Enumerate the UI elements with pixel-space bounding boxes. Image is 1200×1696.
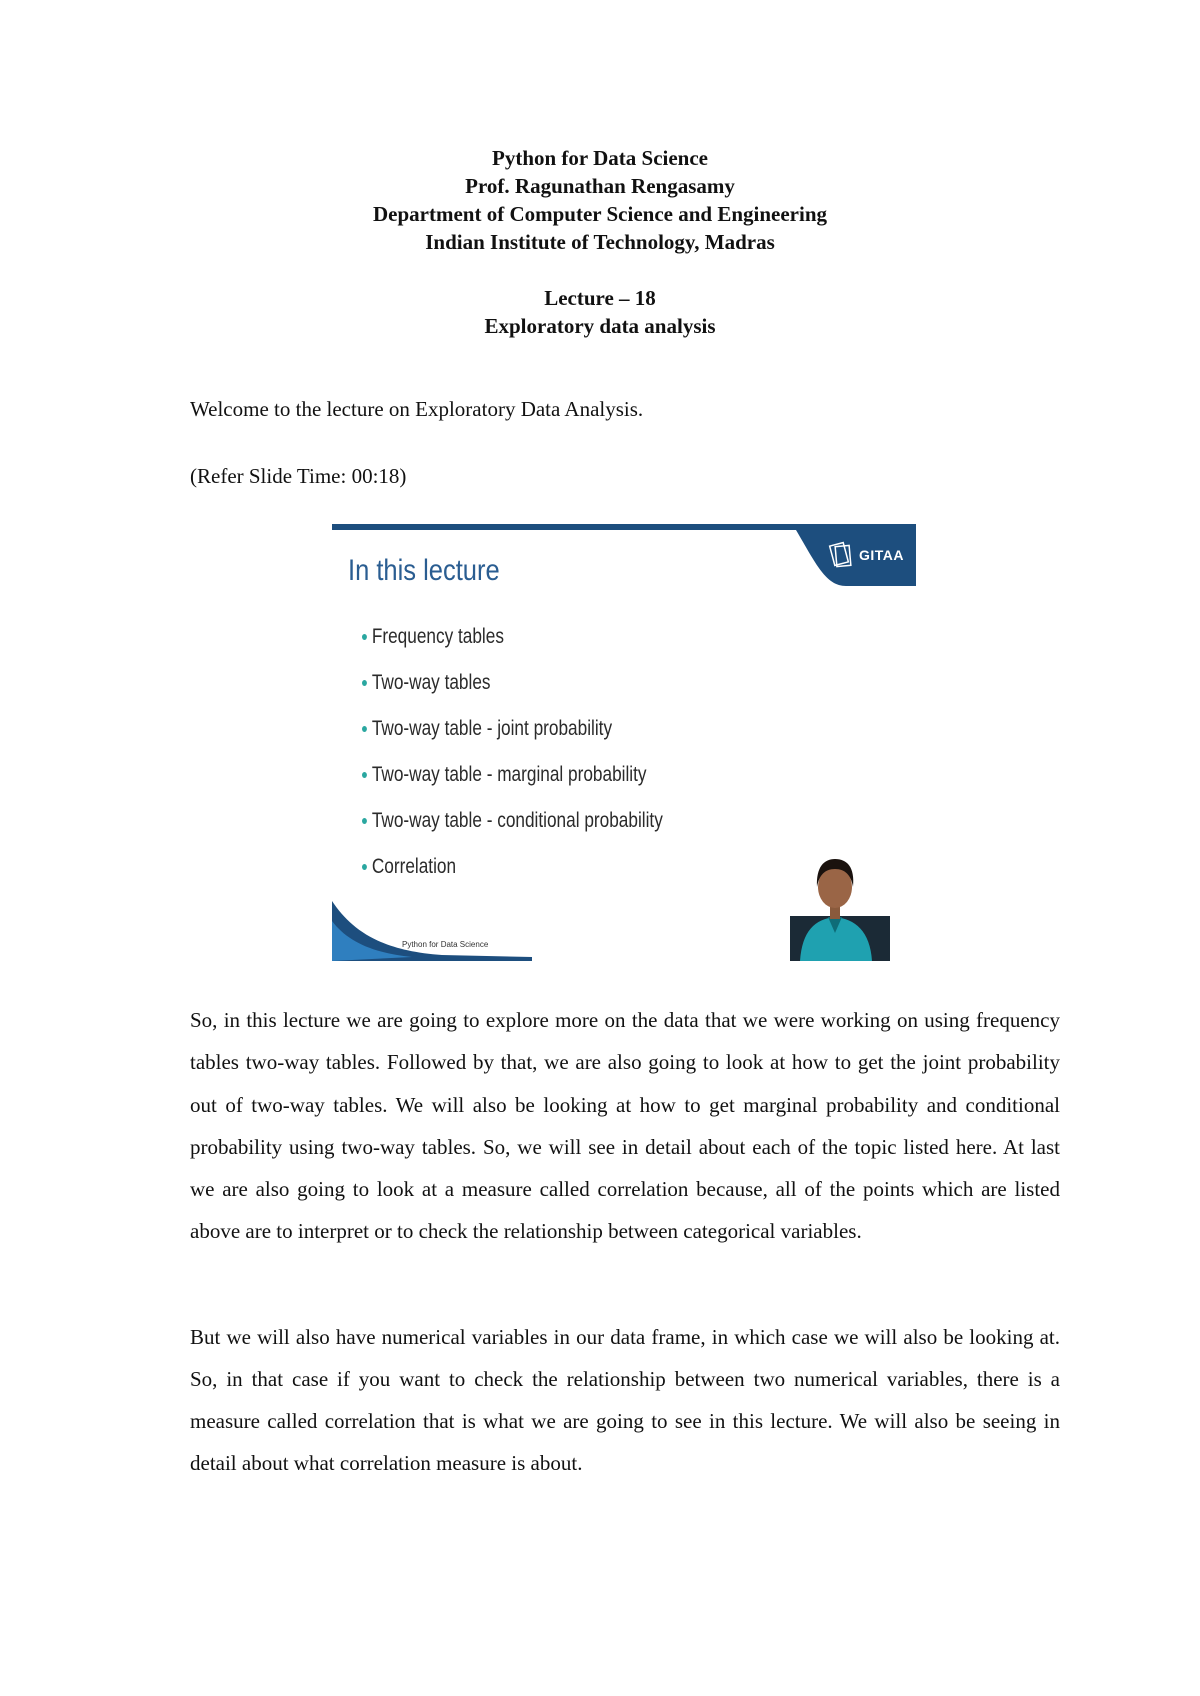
- bullet-icon: [362, 772, 367, 778]
- bullet-icon: [362, 634, 367, 640]
- lecture-title: Exploratory data analysis: [484, 314, 716, 338]
- course-title: Python for Data Science: [492, 146, 708, 170]
- slide-bottom-wave-shape: [332, 891, 532, 961]
- lecture-slide-image: [332, 524, 916, 961]
- bullet-icon: [362, 818, 367, 824]
- slide-topic-list: [362, 624, 729, 900]
- list-item: Two-way tables: [362, 670, 663, 716]
- department-name: Department of Computer Science and Engineering: [373, 202, 827, 226]
- lecture-number: Lecture – 18: [544, 286, 656, 310]
- lecture-header: [0, 144, 1200, 340]
- slide-title: In this lecture: [348, 554, 500, 587]
- list-item: Two-way table - joint probability: [362, 716, 663, 762]
- bullet-icon: [362, 864, 367, 870]
- list-item: Correlation: [362, 854, 663, 900]
- body-paragraph: So, in this lecture we are going to explore more on the data that we were working on using frequency tables two-way tables. Followed by that, we are also going to look at how to get the joint probability out of two-way tables. We will also be looking at how to get marginal probability and conditional probability using two-way tables. So, we will see in detail about each of the topic listed here. At last we are also going to look at a measure called correlation because, all of the points which are listed above are to interpret or to check the relationship between categorical variables.: [190, 1008, 1060, 1244]
- bullet-icon: [362, 680, 367, 686]
- slide-footer: Python for Data Science: [402, 940, 489, 949]
- slide-logo-text: GITAA: [858, 547, 904, 563]
- presenter-image: [760, 821, 910, 961]
- slide-time-reference: (Refer Slide Time: 00:18): [190, 464, 407, 488]
- list-item: Two-way table - marginal probability: [362, 762, 663, 808]
- bullet-icon: [362, 726, 367, 732]
- list-item: Frequency tables: [362, 624, 663, 670]
- list-item: Two-way table - conditional probability: [362, 808, 663, 854]
- body-paragraph: But we will also have numerical variables in our data frame, in which case we will also be looking at. So, in that case if you want to check the relationship between two numerical variables, there is a measure called correlation that is what we are going to see in this lecture. We will also be seeing in detail about what correlation measure is about.: [190, 1325, 1060, 1475]
- professor-name: Prof. Ragunathan Rengasamy: [465, 174, 735, 198]
- intro-paragraph: Welcome to the lecture on Exploratory Data Analysis.: [190, 397, 644, 421]
- institute-name: Indian Institute of Technology, Madras: [425, 230, 775, 254]
